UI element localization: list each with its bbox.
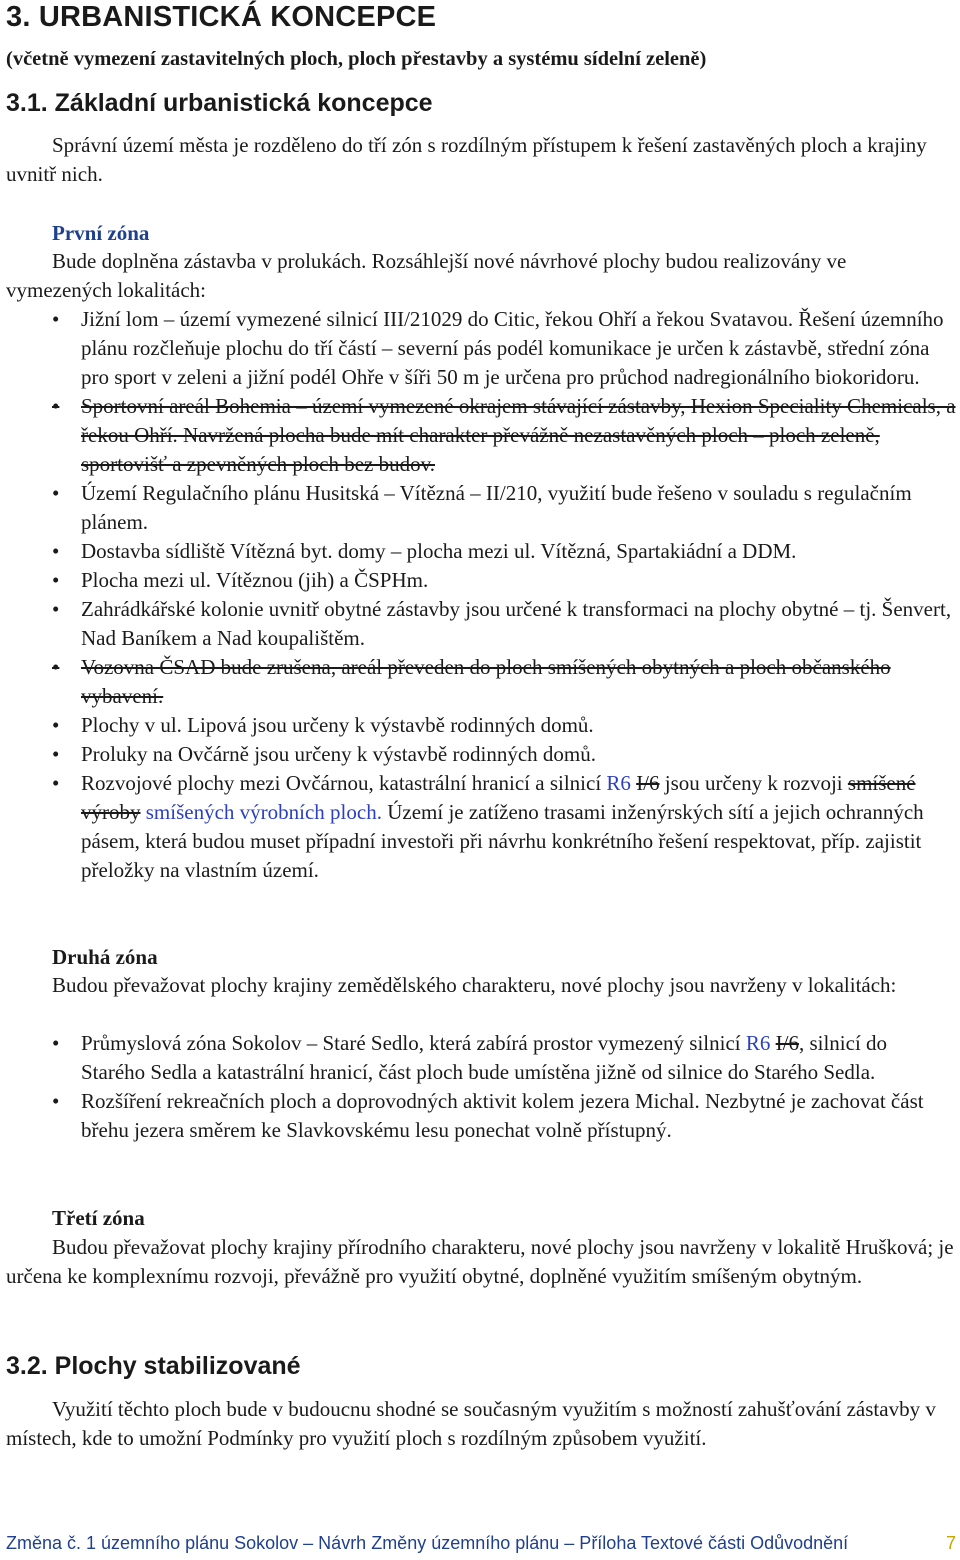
zone1-intro-a: Bude doplněna zástavba v prolukách. [52, 249, 367, 273]
zone1-intro-paragraph [6, 247, 956, 305]
list-item [52, 740, 956, 769]
zone1-b9-text: Proluky na Ovčárně jsou určeny k výstavbě rodinných domů. [81, 742, 596, 766]
zone1-b3-text: Území Regulačního plánu Husitská – Vítězná – II/210, využití bude řešeno v souladu s regulačním plánem. [81, 481, 912, 534]
list-item [52, 1029, 956, 1087]
zone2-intro-paragraph [6, 971, 956, 1000]
list-item [52, 566, 956, 595]
zone1-b7-text-struck: Vozovna ČSAD bude zrušena, areál převeden do ploch smíšených obytných a ploch občanského vybavení. [81, 655, 891, 708]
list-item [52, 595, 956, 653]
bullet-dot: • [52, 655, 60, 679]
zone-heading-second: Druhá zóna [52, 945, 158, 969]
bullet-dot: • [52, 539, 60, 563]
section-intro-paragraph [6, 131, 956, 189]
bullet-dot: • [52, 742, 60, 766]
zone1-b6-text: Zahrádkářské kolonie uvnitř obytné zástavby jsou určené k transformaci na plochy obytné – tj. Šenvert, Nad Baníkem a Nad koupalištěm. [81, 597, 952, 650]
zone1-b10-b: jsou určeny k rozvoji [659, 771, 848, 795]
page-number: 7 [945, 1533, 956, 1553]
bullet-dot: • [52, 597, 60, 621]
list-item [52, 305, 956, 392]
zone3-intro-paragraph [6, 1233, 956, 1291]
footer-text: Změna č. 1 územního plánu Sokolov – Návrh Změny územního plánu – Příloha Textové části Odůvodnění [6, 1533, 849, 1553]
bullet-dot: • [52, 1031, 60, 1055]
zone1-b5-text: Plocha mezi ul. Vítěznou (jih) a ČSPHm. [81, 568, 429, 592]
road-i6-struck: I/6 [636, 771, 660, 795]
zone2-bullet-list [52, 1029, 956, 1145]
zone1-b10-struck-text: smíšené výroby [81, 771, 916, 824]
chapter-subheading: (včetně vymezení zastavitelných ploch, ploch přestavby a systému sídelní zeleně) [6, 48, 707, 70]
zone1-bullet-list [52, 305, 956, 885]
zone-heading-third: Třetí zóna [52, 1206, 145, 1230]
list-item [52, 769, 956, 885]
list-item [52, 1087, 956, 1145]
list-item [52, 479, 956, 537]
bullet-dot: • [52, 1089, 60, 1113]
zone1-b10-a: Rozvojové plochy mezi Ovčárnou, katastrální hranicí a silnicí [81, 771, 607, 795]
road-i6-struck: I/6 [775, 1031, 799, 1055]
bullet-dot: • [52, 713, 60, 737]
list-item [52, 392, 956, 479]
section-intro-text: Správní území města je rozděleno do tří zón s rozdílným přístupem k řešení zastavěných ploch a krajiny uvnitř nich. [6, 133, 927, 186]
bullet-dot: • [52, 568, 60, 592]
section-heading-3-1: 3.1. Základní urbanistická koncepce [6, 89, 433, 117]
zone1-b10-inserted-text: smíšených výrobních ploch. [145, 800, 382, 824]
list-item [52, 653, 956, 711]
bullet-dot: • [52, 771, 60, 795]
zone1-intro-b: Rozsáhlejší nové návrhové plochy budou realizovány ve vymezených lokalitách: [6, 249, 847, 302]
zone-heading-first: První zóna [52, 221, 150, 245]
bullet-dot: • [52, 307, 60, 331]
zone1-b8-text: Plochy v ul. Lipová jsou určeny k výstavbě rodinných domů. [81, 713, 594, 737]
bullet-dot: • [52, 394, 60, 418]
zone2-b1-b: , silnicí do Starého Sedla a katastrální hranicí, část ploch bude umístěna jižně od silnice do Starého Sedla. [81, 1031, 888, 1084]
section2-intro-paragraph [6, 1395, 956, 1453]
zone2-b1-a: Průmyslová zóna Sokolov – Staré Sedlo, která zabírá prostor vymezený silnicí [81, 1031, 746, 1055]
zone1-b2-text-struck: Sportovní areál Bohemia – území vymezené okrajem stávající zástavby, Hexion Speciality Chemicals, a řekou Ohří. Navržená plocha bude mít charakter převážně nezastavěných ploch – ploch zeleně, sportovišť a zpevněných ploch bez budov. [81, 394, 956, 476]
zone1-b4-text: Dostavba sídliště Vítězná byt. domy – plocha mezi ul. Vítězná, Spartakiádní a DDM. [81, 539, 797, 563]
chapter-heading: 3. URBANISTICKÁ KONCEPCE [6, 1, 437, 33]
road-r6-inserted: R6 [606, 771, 631, 795]
section2-intro-text: Využití těchto ploch bude v budoucnu shodné se současným využitím s možností zahušťování zástavby v místech, kde to umožní Podmínky pro využití ploch s rozdílným způsobem využití. [6, 1397, 936, 1450]
zone3-intro-text: Budou převažovat plochy krajiny přírodního charakteru, nové plochy jsou navrženy v lokalitě Hrušková; je určena ke komplexnímu rozvoji, převážně pro využití obytné, doplněné využitím smíšeným obytným. [6, 1235, 954, 1288]
zone2-b2-text: Rozšíření rekreačních ploch a doprovodných aktivit kolem jezera Michal. Nezbytné je zachovat část břehu jezera směrem ke Slavkovskému lesu ponechat volně přístupný. [81, 1089, 924, 1142]
zone1-b10-c: Území je zatíženo trasami inženýrských sítí a jejich ochranných pásem, která budou muset případní investoři při návrhu konkrétního řešení respektovat, příp. zajistit přeložky na vlastním území. [81, 800, 924, 882]
page-footer [6, 1532, 956, 1554]
road-r6-inserted: R6 [745, 1031, 771, 1055]
list-item [52, 711, 956, 740]
zone2-intro-text: Budou převažovat plochy krajiny zemědělského charakteru, nové plochy jsou navrženy v lokalitách: [52, 973, 897, 997]
bullet-dot: • [52, 481, 60, 505]
section-heading-3-2: 3.2. Plochy stabilizované [6, 1352, 301, 1380]
zone1-b1-text: Jižní lom – území vymezené silnicí III/21029 do Citic, řekou Ohří a řekou Svatavou. Řešení územního plánu rozčleňuje plochu do tří částí – severní pás podél komunikace je určen k zástavbě, střední zóna pro sport v zeleni a jižní podél Ohře v šíři 50 m je určena pro průchod nadregionálního biokoridoru. [81, 307, 944, 389]
list-item [52, 537, 956, 566]
